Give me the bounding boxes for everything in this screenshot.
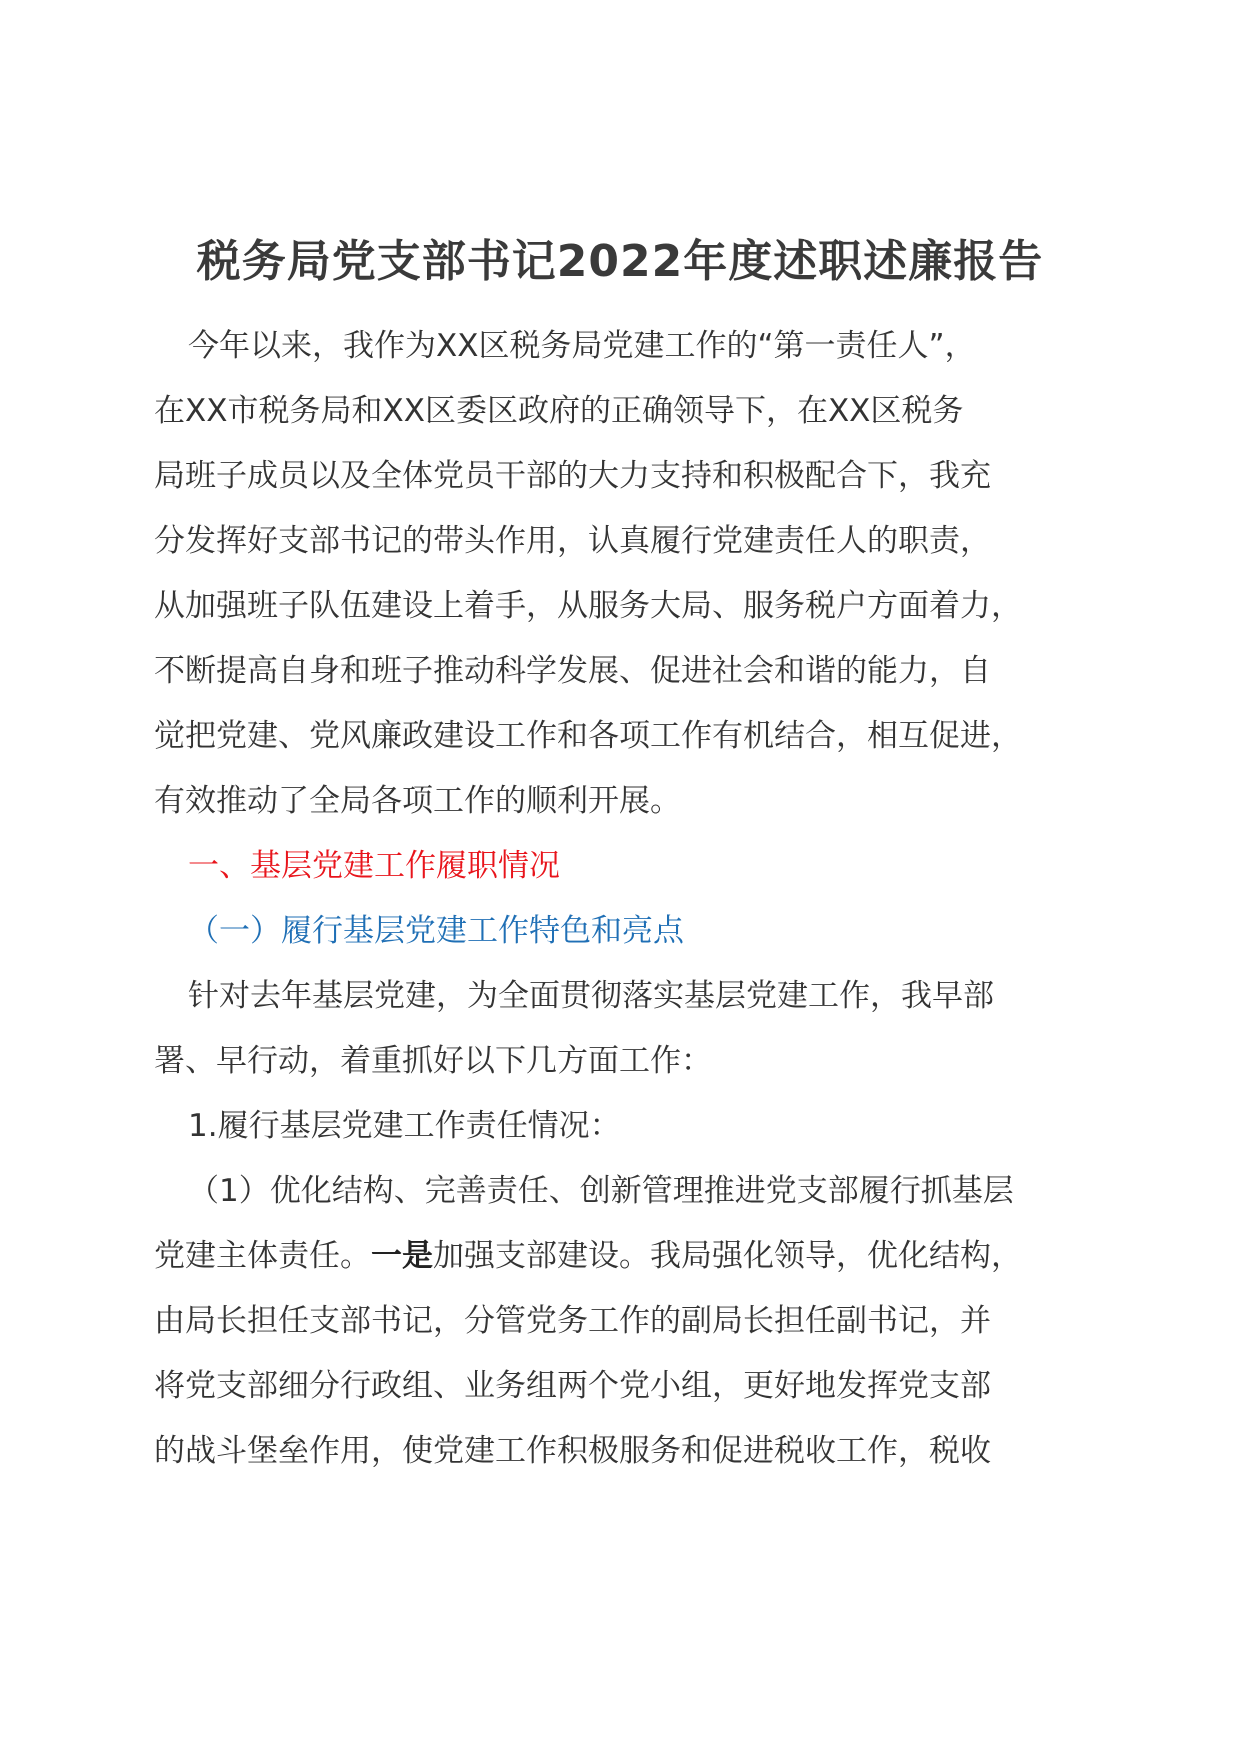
paragraph-line: （1）优化结构、完善责任、创新管理推进党支部履行抓基层 <box>188 1173 1014 1209</box>
numbered-item: 1.履行基层党建工作责任情况： <box>188 1108 621 1144</box>
paragraph-line: 分发挥好支部书记的带头作用，认真履行党建责任人的职责， <box>154 523 991 559</box>
paragraph-line: 由局长担任支部书记，分管党务工作的副局长担任副书记，并 <box>154 1303 991 1339</box>
paragraph-line: 从加强班子队伍建设上着手，从服务大局、服务税户方面着力， <box>154 588 1022 624</box>
bold-emphasis: 一是 <box>371 1238 433 1274</box>
second-paragraph <box>154 964 1094 1094</box>
paragraph-line-mixed <box>154 1224 1094 1289</box>
document-title: 税务局党支部书记2022年度述职述廉报告 <box>196 236 1044 287</box>
paragraph-line: 今年以来，我作为XX区税务局党建工作的“第一责任人”， <box>188 328 976 364</box>
paragraph-line: 在XX市税务局和XX区委区政府的正确领导下，在XX区税务 <box>154 393 964 429</box>
third-paragraph <box>154 1159 1094 1484</box>
paragraph-line: 署、早行动，着重抓好以下几方面工作： <box>154 1043 712 1079</box>
paragraph-line: 觉把党建、党风廉政建设工作和各项工作有机结合，相互促进， <box>154 718 1022 754</box>
paragraph-line: 不断提高自身和班子推动科学发展、促进社会和谐的能力，自 <box>154 653 991 689</box>
paragraph-line: 针对去年基层党建，为全面贯彻落实基层党建工作，我早部 <box>188 978 994 1014</box>
subsection-heading: （一）履行基层党建工作特色和亮点 <box>188 913 684 949</box>
line-text-prefix: 党建主体责任。 <box>154 1238 371 1274</box>
paragraph-line: 将党支部细分行政组、业务组两个党小组，更好地发挥党支部 <box>154 1368 991 1404</box>
paragraph-line: 有效推动了全局各项工作的顺利开展。 <box>154 783 681 819</box>
line-text-suffix: 加强支部建设。我局强化领导，优化结构， <box>433 1238 1022 1274</box>
paragraph-line: 的战斗堡垒作用，使党建工作积极服务和促进税收工作，税收 <box>154 1433 991 1469</box>
document-body <box>154 314 1094 1484</box>
intro-paragraph <box>154 314 1094 834</box>
section-heading: 一、基层党建工作履职情况 <box>188 848 560 884</box>
paragraph-line: 局班子成员以及全体党员干部的大力支持和积极配合下，我充 <box>154 458 991 494</box>
